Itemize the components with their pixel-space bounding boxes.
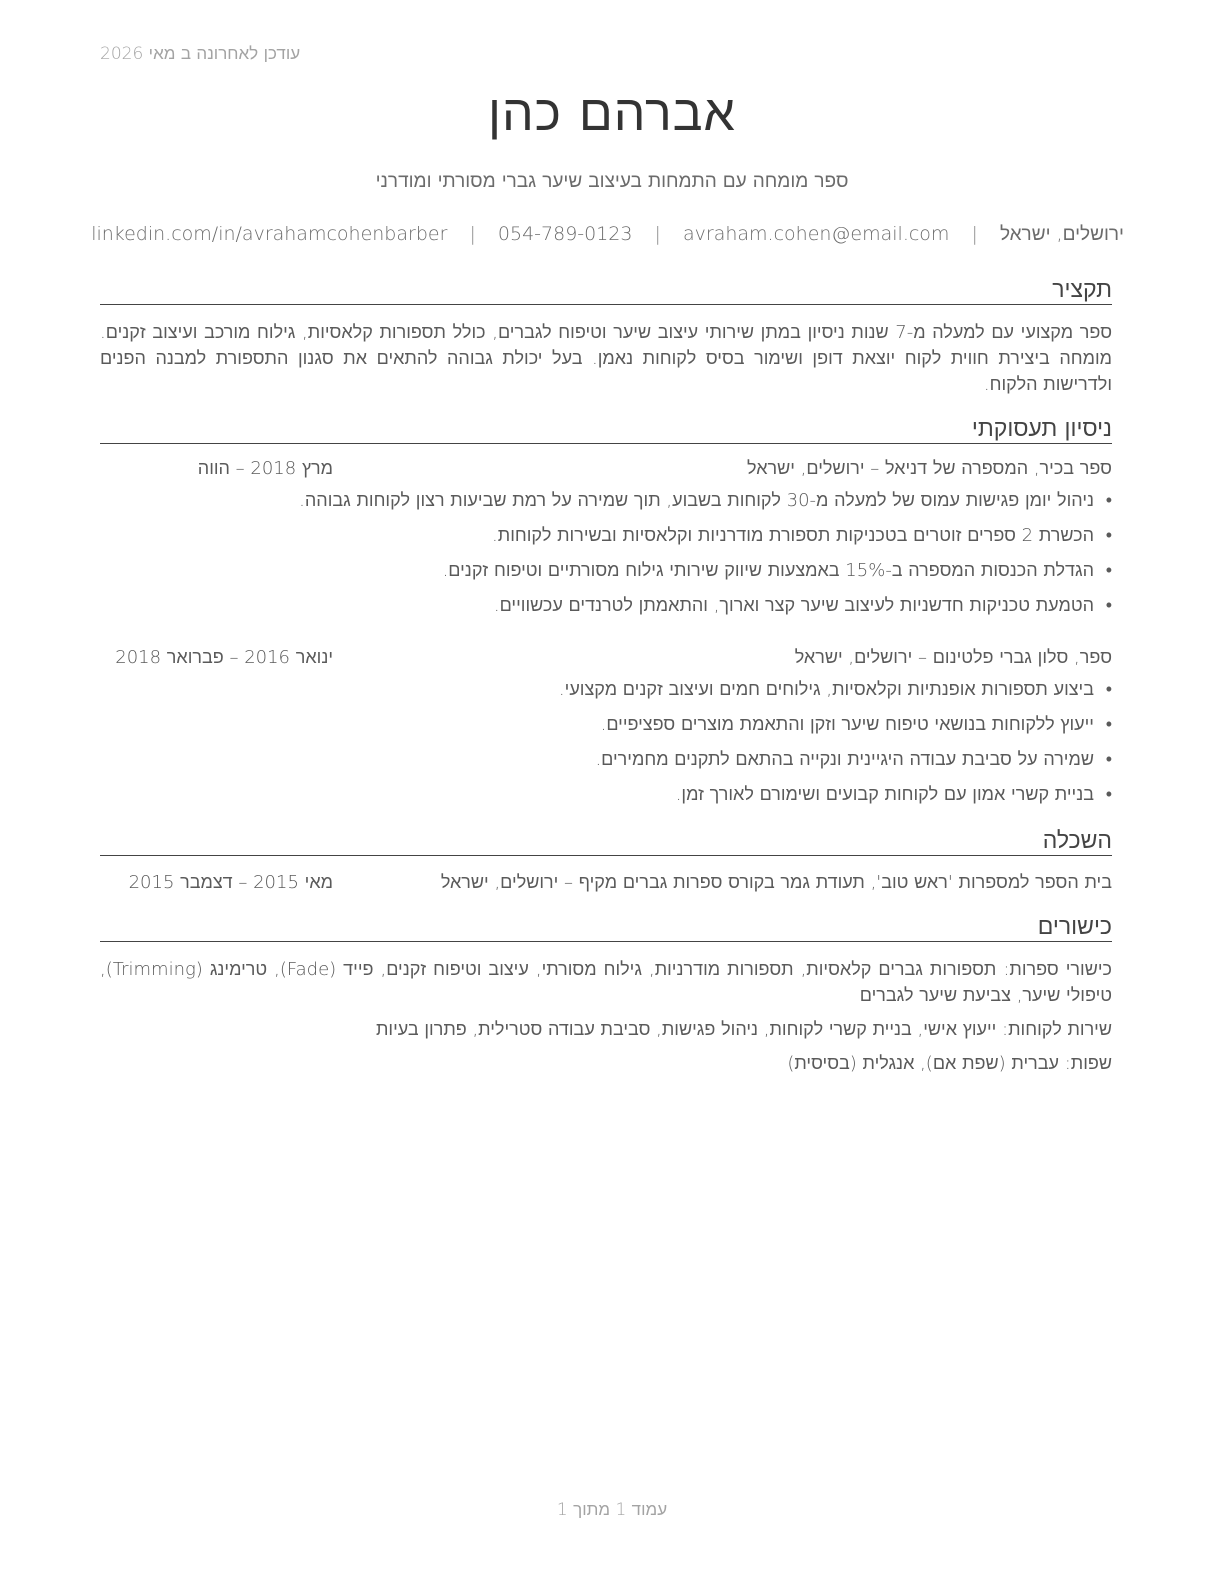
candidate-subtitle: ספר מומחה עם התמחות בעיצוב שיער גברי מסורתי ומודרני: [375, 170, 849, 192]
job-title: ספר בכיר, המספרה של דניאל – ירושלים, ישראל: [747, 458, 1112, 479]
job-header: [100, 647, 1112, 671]
education-divider: [100, 855, 1112, 856]
education-entry: [100, 872, 1112, 896]
contact-separator: |: [971, 223, 978, 245]
contact-location: ירושלים, ישראל: [999, 223, 1124, 245]
skill-line: שירות לקוחות: ייעוץ אישי, בניית קשרי לקוחות, ניהול פגישות, סביבת עבודה סטרילית, פתרון בעיות: [375, 1019, 1112, 1040]
contact-separator: |: [469, 223, 476, 245]
summary-text: ספר מקצועי עם למעלה מ-7 שנות ניסיון במתן שירותי עיצוב שיער וטיפוח לגברים, כולל תספורות קלאסיות, גילוח מורכב ועיצוב זקנים. מומחה ביצירת חווית לקוח יוצאת דופן ושימור בסיס לקוחות נאמן. בעל יכולת גבוהה להתאים את סגנון התספורת למבנה הפנים ולדרישות הלקוח.: [100, 322, 1113, 395]
contact-linkedin[interactable]: linkedin.com/in/avrahamcohenbarber: [91, 223, 448, 245]
experience-divider: [100, 443, 1112, 444]
skill-line: שפות: עברית (שפת אם), אנגלית (בסיסית): [787, 1053, 1112, 1074]
page-number: עמוד 1 מתוך 1: [556, 1500, 668, 1520]
education-dates: מאי 2015 – דצמבר 2015: [128, 872, 333, 893]
job-bullet-list: [112, 489, 1112, 629]
contact-separator: |: [654, 223, 661, 245]
summary-heading: תקציר: [1052, 277, 1112, 303]
list-item: • ביצוע תספורות אופנתיות וקלאסיות, גילוחים חמים ועיצוב זקנים מקצועי.: [112, 678, 1112, 713]
skills-divider: [100, 941, 1112, 942]
candidate-name: אברהם כהן: [488, 84, 736, 142]
job-title: ספר, סלון גברי פלטינום – ירושלים, ישראל: [794, 647, 1112, 668]
list-item: • בניית קשרי אמון עם לקוחות קבועים ושימורם לאורך זמן.: [112, 783, 1112, 818]
list-item: • ייעוץ ללקוחות בנושאי טיפוח שיער וזקן והתאמת מוצרים ספציפיים.: [112, 713, 1112, 748]
list-item: • שמירה על סביבת עבודה היגיינית ונקייה בהתאם לתקנים מחמירים.: [112, 748, 1112, 783]
job-dates: מרץ 2018 – הווה: [197, 458, 333, 479]
education-heading: השכלה: [1042, 828, 1112, 854]
job-dates: ינואר 2016 – פברואר 2018: [115, 647, 333, 668]
contact-email[interactable]: avraham.cohen@email.com: [683, 223, 950, 245]
skills-heading: כישורים: [1037, 914, 1112, 940]
skill-line: כישורי ספרות: תספורות גברים קלאסיות, תספורות מודרניות, גילוח מסורתי, עיצוב וטיפוח זקנים, פייד (Fade), טרימינג (Trimming), טיפולי שיער, צביעת שיער לגברים: [100, 959, 1112, 1006]
job-bullet-list: [112, 678, 1112, 818]
list-item: • הכשרת 2 ספרים זוטרים בטכניקות תספורת מודרניות וקלאסיות ובשירות לקוחות.: [112, 524, 1112, 559]
list-item: • ניהול יומן פגישות עמוס של למעלה מ-30 לקוחות בשבוע, תוך שמירה על רמת שביעות רצון לקוחות גבוהה.: [112, 489, 1112, 524]
experience-heading: ניסיון תעסוקתי: [971, 416, 1112, 442]
list-item: • הטמעת טכניקות חדשניות לעיצוב שיער קצר וארוך, והתאמתן לטרנדים עכשוויים.: [112, 594, 1112, 629]
education-school: בית הספר למספרות 'ראש טוב', תעודת גמר בקורס ספרות גברים מקיף – ירושלים, ישראל: [440, 872, 1112, 893]
summary-divider: [100, 304, 1112, 305]
last-updated-note: עודכן לאחרונה ב מאי 2026: [100, 44, 301, 64]
contact-phone[interactable]: 054-789-0123: [497, 223, 633, 245]
contact-line: [91, 223, 1124, 246]
job-header: [100, 458, 1112, 482]
list-item: • הגדלת הכנסות המספרה ב-15% באמצעות שיווק שירותי גילוח מסורתיים וטיפוח זקנים.: [112, 559, 1112, 594]
